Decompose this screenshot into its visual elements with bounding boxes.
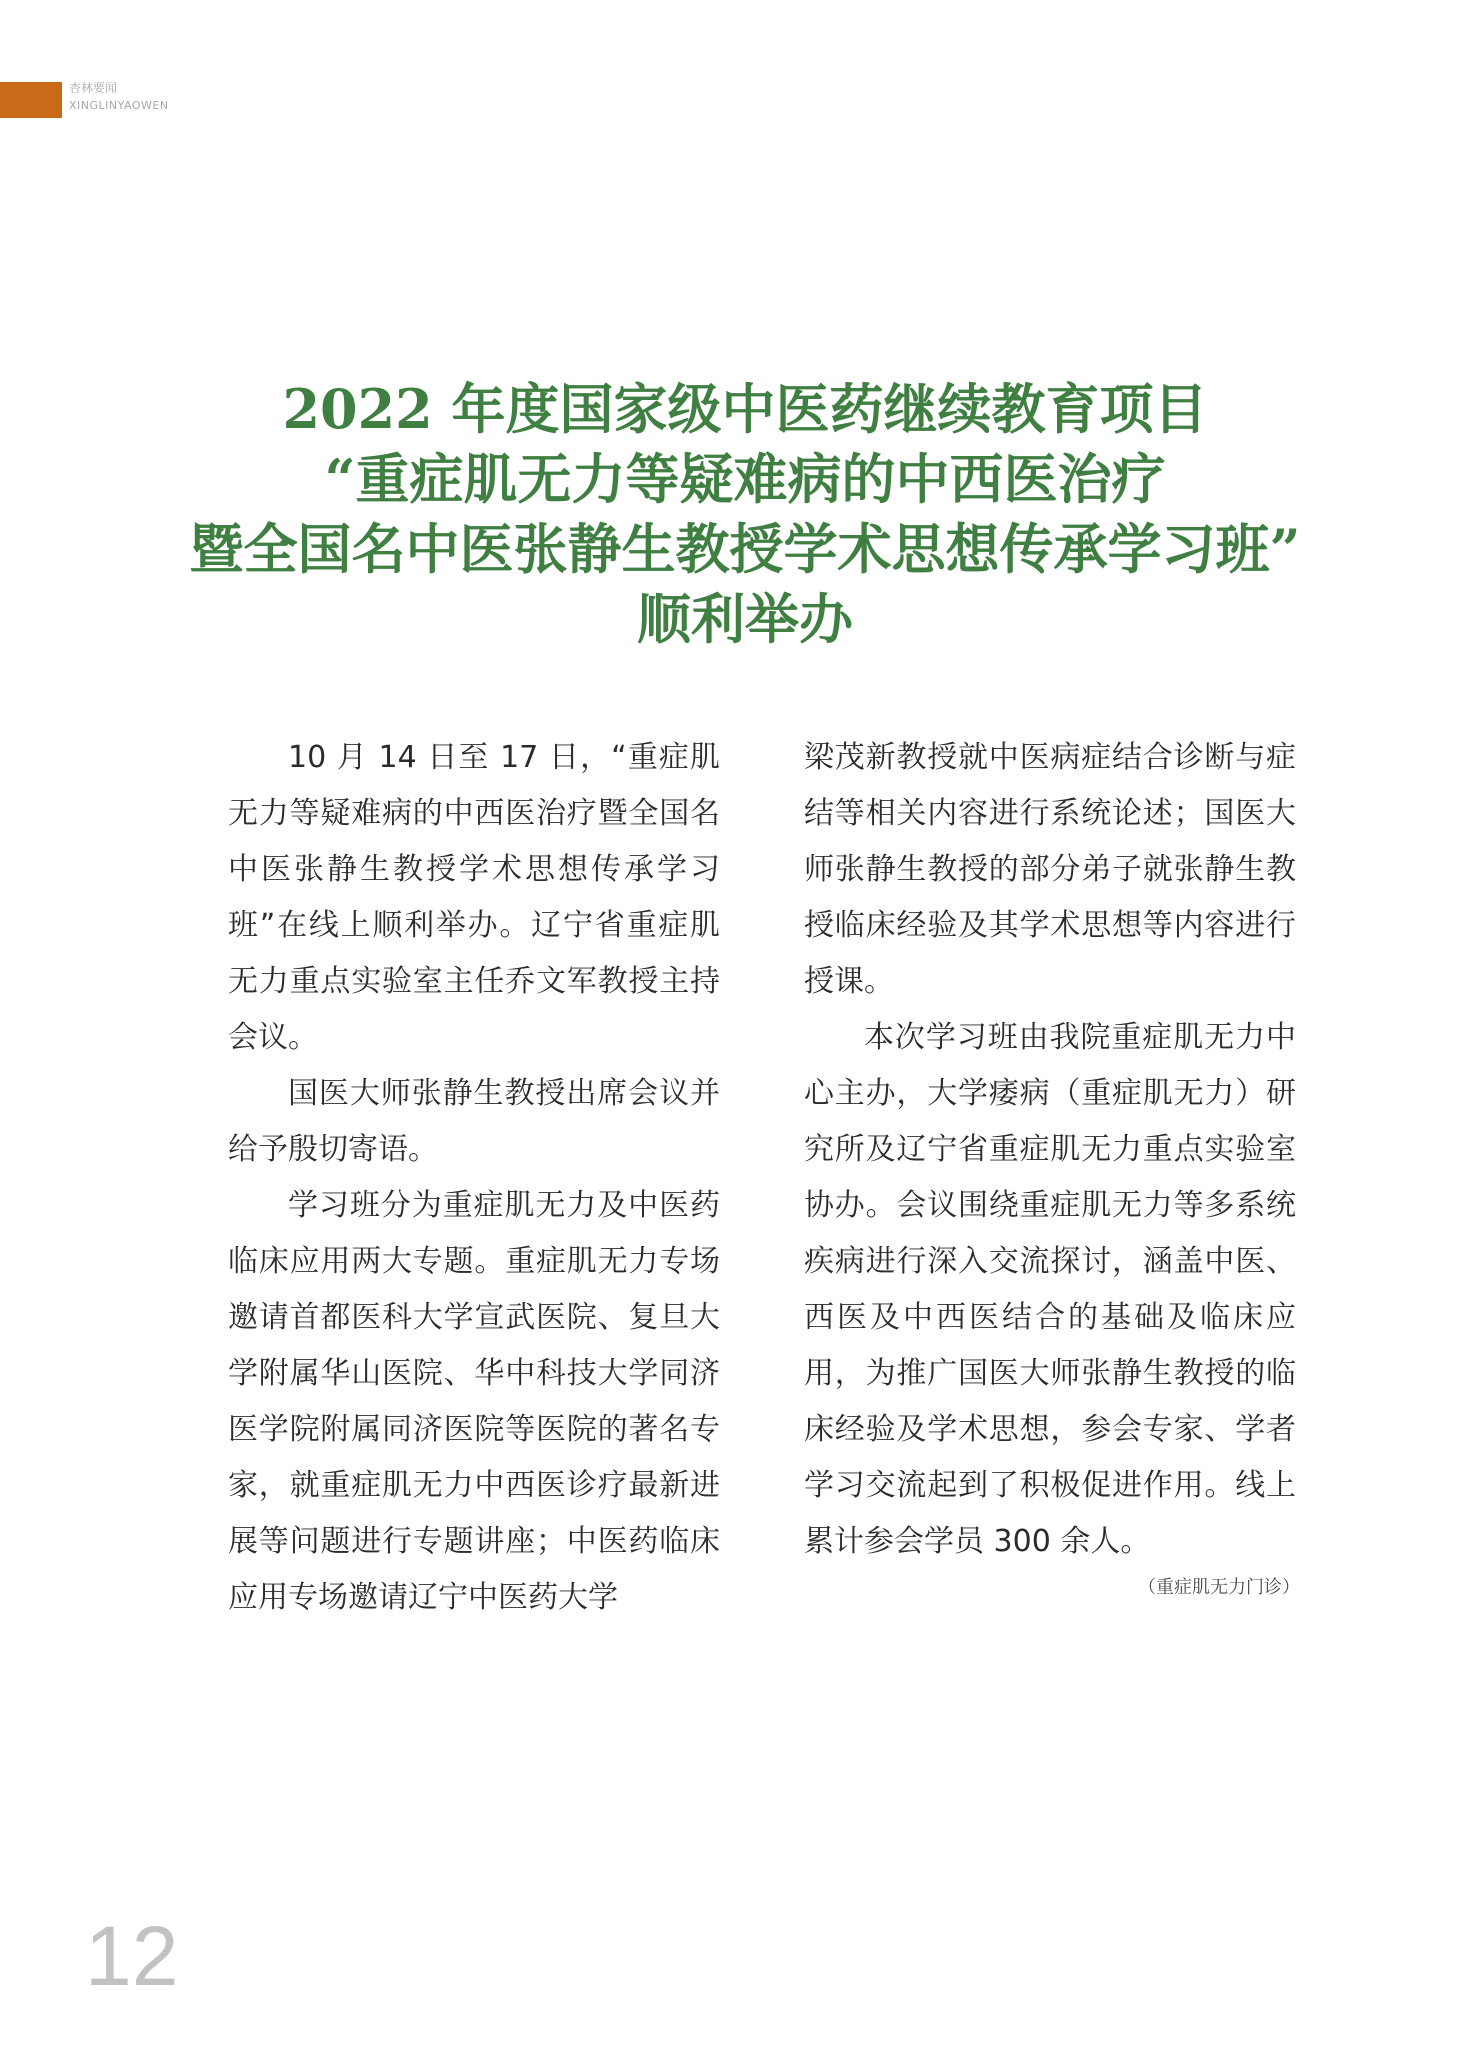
section-label bbox=[69, 80, 169, 114]
body-paragraph-continuation: 梁茂新教授就中医病症结合诊断与症结等相关内容进行系统论述；国医大师张静生教授的部分弟子就张静生教授临床经验及其学术思想等内容进行授课。 bbox=[804, 740, 1296, 999]
title-line-4: 顺利举办 bbox=[637, 587, 853, 652]
body-paragraph: 学习班分为重症肌无力及中医药临床应用两大专题。重症肌无力专场邀请首都医科大学宣武医院、复旦大学附属华山医院、华中科技大学同济医学院附属同济医院等医院的著名专家，就重症肌无力中西医诊疗最新进展等问题进行专题讲座；中医药临床应用专场邀请辽宁中医药大学 bbox=[228, 1188, 720, 1615]
title-line-2: “重症肌无力等疑难病的中西医治疗 bbox=[324, 447, 1166, 512]
section-color-bar bbox=[0, 82, 62, 118]
body-paragraph: 本次学习班由我院重症肌无力中心主办，大学痿病（重症肌无力）研究所及辽宁省重症肌无力重点实验室协办。会议围绕重症肌无力等多系统疾病进行深入交流探讨，涵盖中医、西医及中西医结合的基础及临床应用，为推广国医大师张静生教授的临床经验及学术思想，参会专家、学者学习交流起到了积极促进作用。线上累计参会学员 300 余人。 bbox=[804, 1020, 1296, 1559]
title-line-1: 2022 年度国家级中医药继续教育项目 bbox=[282, 377, 1208, 442]
section-label-en: XINGLINYAOWEN bbox=[69, 99, 169, 112]
page-number: 12 bbox=[85, 1909, 179, 2003]
article-title bbox=[130, 374, 1360, 654]
section-label-cn: 杏林要闻 bbox=[69, 81, 118, 95]
body-paragraph: 国医大师张静生教授出席会议并给予殷切寄语。 bbox=[228, 1076, 720, 1167]
article-credit: （重症肌无力门诊） bbox=[1138, 1577, 1300, 1598]
body-paragraph: 10 月 14 日至 17 日，“重症肌无力等疑难病的中西医治疗暨全国名中医张静生教授学术思想传承学习班”在线上顺利举办。辽宁省重症肌无力重点实验室主任乔文军教授主持会议。 bbox=[228, 740, 720, 1055]
article-column-right bbox=[804, 730, 1296, 1570]
title-line-3: 暨全国名中医张静生教授学术思想传承学习班” bbox=[189, 517, 1301, 582]
article-column-left bbox=[228, 730, 720, 1626]
